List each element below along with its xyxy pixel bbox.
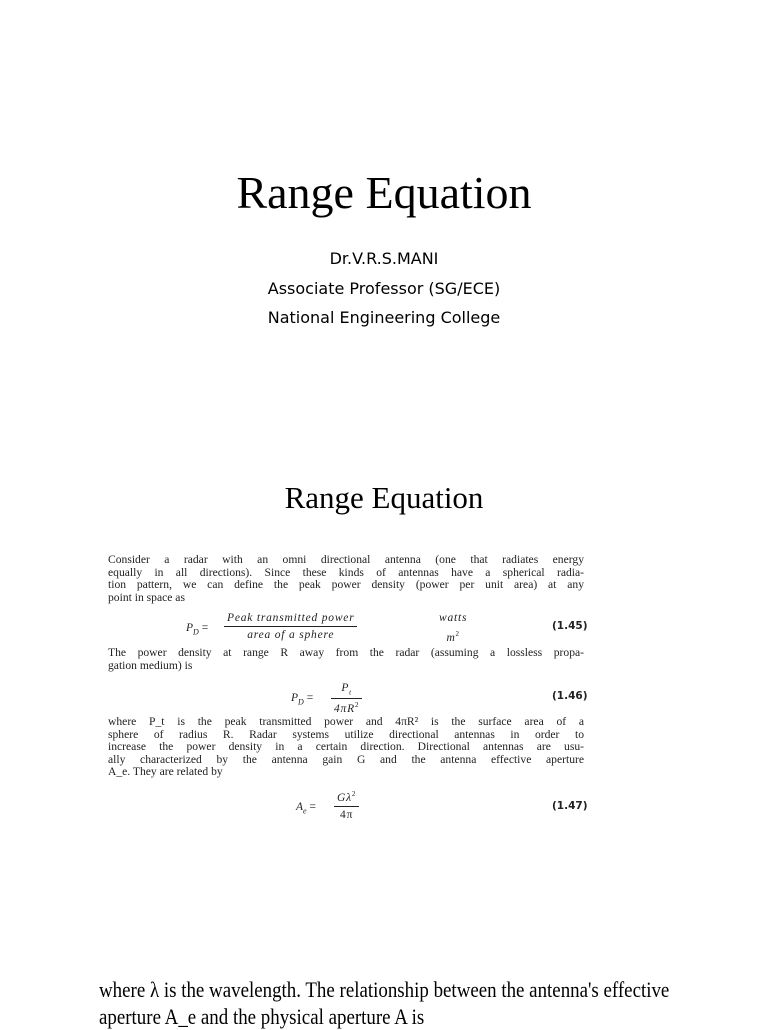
slide2-title: Range Equation <box>284 480 484 515</box>
eq-fraction <box>334 790 359 821</box>
eq-fraction <box>224 612 357 641</box>
text-line: ally characterized by the antenna gain G and the antenna effective aperture <box>108 752 584 766</box>
eq-lhs-sub: e <box>303 806 307 816</box>
text-line: tion pattern, we can define the peak power density (power per unit area) at any <box>108 578 584 592</box>
equation-number-1-47: (1.47) <box>552 800 588 812</box>
eq-denominator: 4π <box>340 808 354 821</box>
eq-lhs: P <box>291 692 299 704</box>
text-line: gation medium) is <box>108 658 193 672</box>
eq-lhs-sub: D <box>193 627 199 637</box>
eq-numerator: Peak transmitted power <box>224 612 357 627</box>
text-line: where P_t is the peak transmitted power and 4πR² is the surface area of a <box>108 715 584 728</box>
bottom-paragraph <box>99 976 670 1030</box>
eq-unit-denominator: $m^2$ <box>446 630 460 644</box>
text-line: sphere of radius R. Radar systems utilize directional antennas in order to <box>108 727 584 741</box>
eq-unit-fraction <box>436 612 470 644</box>
eq-numerator: $G\lambda^2$ <box>334 790 359 807</box>
eq-lhs: A <box>296 801 304 813</box>
paragraph-intro <box>108 554 584 604</box>
equation-number-1-46: (1.46) <box>552 690 588 702</box>
text-line: point in space as <box>108 590 185 604</box>
text-line: equally in all directions). Since these kinds of antennas have a spherical radia- <box>108 565 584 579</box>
eq-denominator: $4\pi R^2$ <box>334 701 360 716</box>
text-line: Consider a radar with an omni directional antenna (one that radiates energy <box>108 553 584 566</box>
eq-numerator: $P_t$ <box>331 682 362 699</box>
author-role: Associate Professor (SG/ECE) <box>267 279 501 298</box>
eq-unit-numerator: watts <box>439 612 468 624</box>
eq-fraction <box>331 682 362 715</box>
equation-number-1-45: (1.45) <box>552 620 588 632</box>
paragraph-power-density <box>108 647 584 672</box>
author-name: Dr.V.R.S.MANI <box>329 249 439 268</box>
author-organization: National Engineering College <box>267 308 501 327</box>
eq-lhs-sub: D <box>298 697 304 707</box>
slide1-title: Range Equation <box>236 167 532 218</box>
eq-lhs: P <box>186 622 194 634</box>
text-line: where λ is the wavelength. The relationship between the antenna's effective <box>99 977 670 1002</box>
text-line: increase the power density in a certain direction. Directional antennas are usu- <box>108 740 584 754</box>
text-line: A_e. They are related by <box>108 765 223 779</box>
paragraph-antenna-gain <box>108 716 584 779</box>
eq-denominator: area of a sphere <box>247 629 335 641</box>
text-line: aperture A_e and the physical aperture A is <box>99 1004 425 1029</box>
text-line: The power density at range R away from the radar (assuming a lossless propa- <box>108 646 584 659</box>
